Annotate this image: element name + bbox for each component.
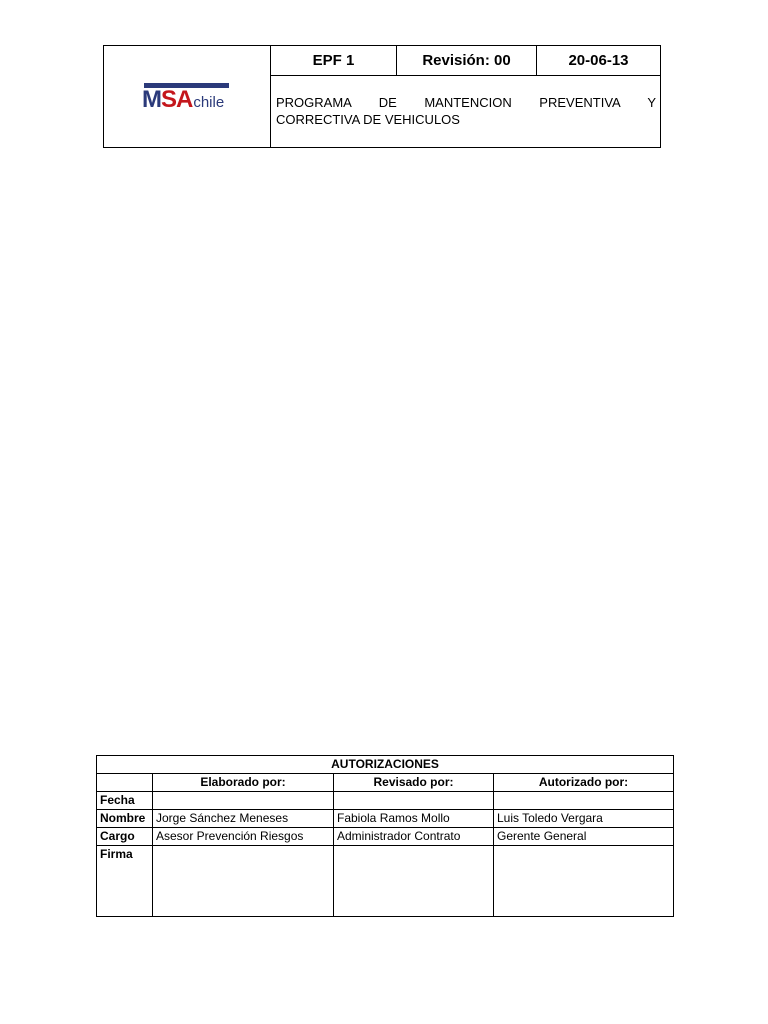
signature-cell [334,846,494,917]
table-row-firma [97,846,674,917]
document-code: EPF 1 [271,46,397,75]
document-revision: Revisión: 00 [397,46,537,75]
signature-cell [153,846,334,917]
title-line-1: PROGRAMA DE MANTENCION PREVENTIVA Y [276,95,656,110]
row-label: Firma [97,846,153,917]
table-cell [153,792,334,810]
logo-wordmark [142,86,224,117]
document-date: 20-06-13 [568,52,629,69]
column-header-autorizado: Autorizado por: [494,774,674,792]
document-header [103,45,661,148]
table-cell: Jorge Sánchez Meneses [153,810,334,828]
logo-sa: SA [161,86,193,113]
table-cell: Administrador Contrato [334,828,494,846]
signature-cell [494,846,674,917]
table-row-nombre [97,810,674,828]
logo-cell [104,46,271,147]
table-cell [334,792,494,810]
authorizations-table [96,755,674,917]
header-info [271,46,660,147]
column-header-elaborado: Elaborado por: [153,774,334,792]
header-meta-row [271,46,660,76]
row-label: Cargo [97,828,153,846]
table-cell: Asesor Prevención Riesgos [153,828,334,846]
table-cell: Fabiola Ramos Mollo [334,810,494,828]
row-label: Nombre [97,810,153,828]
row-label: Fecha [97,792,153,810]
table-title: AUTORIZACIONES [97,756,674,774]
table-row-fecha [97,792,674,810]
table-title-row [97,756,674,774]
table-cell: Luis Toledo Vergara [494,810,674,828]
table-cell: Gerente General [494,828,674,846]
table-row-cargo [97,828,674,846]
title-line-2: CORRECTIVA DE VEHICULOS [276,112,460,127]
logo-m: M [142,86,161,113]
table-header-row [97,774,674,792]
column-header-revisado: Revisado por: [334,774,494,792]
msa-chile-logo [142,83,232,119]
header-blank [97,774,153,792]
logo-chile: chile [193,94,225,111]
document-title [271,76,660,147]
table-cell [494,792,674,810]
